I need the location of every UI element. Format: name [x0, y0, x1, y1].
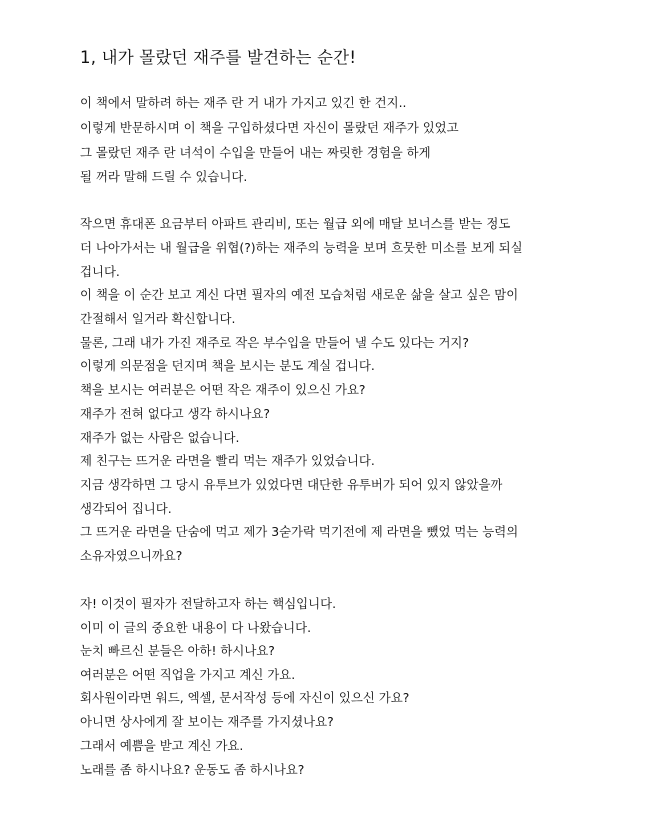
text-line: 자! 이것이 필자가 전달하고자 하는 핵심입니다.	[80, 596, 337, 611]
text-line: 눈치 빠르신 분들은 아하! 하시나요?	[80, 643, 275, 658]
text-line: 소유자였으니까요?	[80, 548, 183, 563]
text-line: 이렇게 의문점을 던지며 책을 보시는 분도 계실 겁니다.	[80, 358, 375, 373]
text-line: 여러분은 어떤 직업을 가지고 계신 가요.	[80, 667, 296, 682]
text-line: 아니면 상사에게 잘 보이는 재주를 가지셨나요?	[80, 714, 334, 729]
text-line: 지금 생각하면 그 당시 유투브가 있었다면 대단한 유투버가 되어 있지 않았을까	[80, 477, 503, 492]
text-line: 재주가 없는 사람은 없습니다.	[80, 430, 240, 445]
text-line: 재주가 전혀 없다고 생각 하시나요?	[80, 406, 270, 421]
text-line: 생각되어 집니다.	[80, 501, 172, 516]
text-line: 간절해서 일거라 확신합니다.	[80, 311, 236, 326]
text-line: 이 책을 이 순간 보고 계신 다면 필자의 예전 모습처럼 새로운 삶을 살고 싶은 맘이	[80, 287, 519, 302]
text-line: 회사원이라면 워드, 엑셀, 문서작성 등에 자신이 있으신 가요?	[80, 690, 410, 705]
text-line: 그래서 예쁨을 받고 계신 가요.	[80, 738, 244, 753]
text-line: 책을 보시는 여러분은 어떤 작은 재주이 있으신 가요?	[80, 382, 366, 397]
text-line: 더 나아가서는 내 월급을 위협(?)하는 재주의 능력을 보며 흐뭇한 미소를 보게 되실	[80, 240, 523, 255]
text-line: 제 친구는 뜨거운 라면을 빨리 먹는 재주가 있었습니다.	[80, 453, 375, 468]
text-line: 그 몰랐던 재주 란 녀석이 수입을 만들어 내는 짜릿한 경험을 하게	[80, 145, 431, 160]
text-line: 물론, 그래 내가 가진 재주로 작은 부수입을 만들어 낼 수도 있다는 거지?	[80, 335, 469, 350]
text-line: 이미 이 글의 중요한 내용이 다 나왔습니다.	[80, 620, 312, 635]
text-line: 노래를 좀 하시나요? 운동도 좀 하시나요?	[80, 762, 305, 777]
text-line: 그 뜨거운 라면을 단숨에 먹고 제가 3숟가락 먹기전에 제 라면을 뺐었 먹는 능력의	[80, 524, 519, 539]
text-line: 이렇게 반문하시며 이 책을 구입하셨다면 자신이 몰랐던 재주가 있었고	[80, 120, 459, 135]
text-line: 겁니다.	[80, 264, 120, 279]
page-title: 1, 내가 몰랐던 재주를 발견하는 순간!	[80, 48, 357, 67]
text-line: 이 책에서 말하려 하는 재주 란 거 내가 가지고 있긴 한 건지..	[80, 95, 407, 110]
text-line: 될 꺼라 말해 드릴 수 있습니다.	[80, 169, 248, 184]
text-line: 작으면 휴대폰 요금부터 아파트 관리비, 또는 월급 외에 매달 보너스를 받는 정도	[80, 216, 511, 231]
